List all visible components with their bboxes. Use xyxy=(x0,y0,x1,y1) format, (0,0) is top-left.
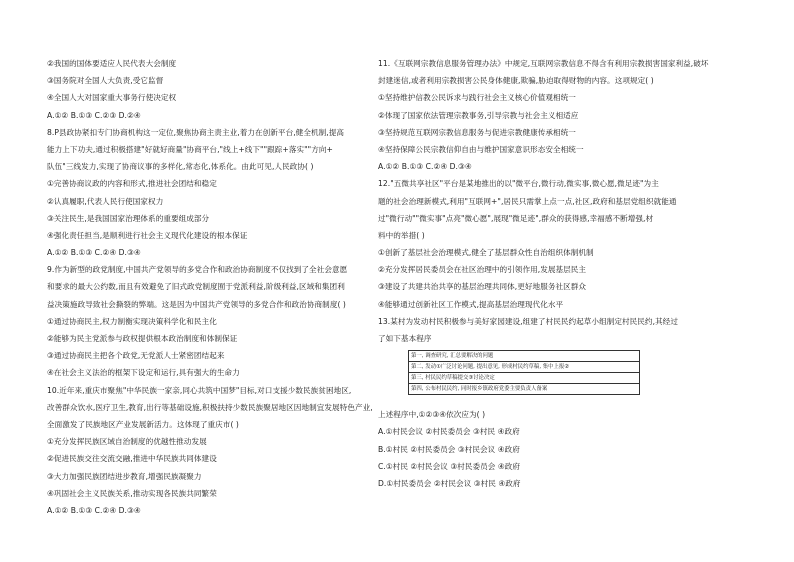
text-line: ②我国的国体要适应人民代表大会制度 xyxy=(47,59,177,68)
text-line: 料中的举措( ) xyxy=(378,230,425,240)
text-line: 9.作为新型的政党制度,中国共产党领导的多党合作和政治协商制度不仅找到了全社会意愿 xyxy=(47,265,348,275)
text-line: ①完善协商议政的内容和形式,推进社会团结和稳定 xyxy=(47,179,217,189)
text-line: A.①村民会议 ②村民委员会 ③村民 ④政府 xyxy=(378,427,520,437)
text-line: A.①② B.①③ C.②④ D.③④ xyxy=(47,505,141,515)
text-line: ④坚持保障公民宗教信仰自由与维护国家意识形态安全相统一 xyxy=(378,144,584,154)
table-row: 第二, 发动①广泛讨论问题, 提出意见, 形成村民约草稿, 集中上报② xyxy=(409,362,639,373)
text-line: ④在社会主义法治的框架下设定和运行,具有强大的生命力 xyxy=(47,368,240,378)
text-line: ②充分发挥居民委员会在社区治理中的引领作用,发展基层民主 xyxy=(378,265,587,275)
text-line: ①通过协商民主,权力制衡实现决策科学化和民主化 xyxy=(47,316,217,326)
text-line: ③通过协商民主把各个政党,无党派人士紧密团结起来 xyxy=(47,351,225,361)
text-line: ①充分发挥民族区域自治制度的优越性推动发展 xyxy=(47,437,207,447)
text-line: A.①② B.①③ C.②④ D.③④ xyxy=(378,162,472,172)
text-line: 11.《互联网宗教信息服务管理办法》中规定,互联网宗教信息不得含有利用宗教损害国家利益,破坏 xyxy=(378,59,709,68)
text-line: ③大力加强民族团结进步教育,增强民族凝聚力 xyxy=(47,471,202,481)
text-line: 和要求的最大公约数,而且有效避免了旧式政党制度囿于党派利益,阶级利益,区域和集团利 xyxy=(47,282,345,292)
left-column xyxy=(47,58,377,522)
table-row: 第四, 公布村民民约, 同时报乡镇政府党委主要负责人备案 xyxy=(411,386,548,393)
text-line: ③建设了共建共治共享的基层治理共同体,更好地服务社区群众 xyxy=(378,282,587,292)
table-row: 第一, 调查研究, 汇总要解决的问题 xyxy=(409,351,639,362)
text-line: C.①村民 ②村民会议 ③村民委员会 ④政府 xyxy=(378,461,521,471)
text-line: ②促进民族交往交流交融,推进中华民族共同体建设 xyxy=(47,454,217,464)
text-line: ④能够通过创新社区工作模式,提高基层治理现代化水平 xyxy=(378,299,564,309)
text-line: ③关注民生,是我国国家治理体系的重要组成部分 xyxy=(47,213,210,223)
text-line: ④全国人大对国家重大事务行使决定权 xyxy=(47,93,177,103)
procedure-table xyxy=(408,350,640,395)
text-line: ④强化责任担当,是顺利进行社会主义现代化建设的根本保证 xyxy=(47,230,248,240)
text-line: D.①村民委员会 ②村民会议 ③村民 ④政府 xyxy=(378,478,521,488)
text-line: ②能够为民主党派参与政权提供根本政治制度和体制保证 xyxy=(47,334,238,343)
text-line: ③坚持规范互联网宗教信息服务与促进宗教健康传承相统一 xyxy=(378,127,576,137)
text-line: 13.某村为发动村民积极参与美好家园建设,组建了村民民约起草小组制定村民民约,其经过 xyxy=(378,316,678,326)
text-line: A.①② B.①③ C.②③ D.②④ xyxy=(47,110,141,120)
text-line: ①坚持维护信教公民诉求与践行社会主义核心价值观相统一 xyxy=(378,93,576,103)
text-line: 全面激发了民族地区产业发展新活力。这体现了重庆市( ) xyxy=(47,419,239,429)
text-line: ④巩固社会主义民族关系,推动实现各民族共同繁荣 xyxy=(47,488,217,498)
text-line: 益决策施政导致社会撕裂的弊端。这是因为中国共产党领导的多党合作和政治协商制度( ) xyxy=(47,299,346,309)
text-line: ①创新了基层社会治理模式,健全了基层群众性自治组织体制机制 xyxy=(378,248,594,258)
text-line: 题的社会治理新模式,利用"互联网+",居民只需掌上点一点,社区,政府和基层党组织就能通 xyxy=(378,196,677,206)
text-line: 改善群众饮水,医疗卫生,教育,出行等基础设施,积极扶持少数民族聚居地区因地制宜发展特色产业, xyxy=(47,402,373,412)
text-line: A.①② B.①③ C.②④ D.③④ xyxy=(47,248,141,258)
text-line: 过"微行动""微实事"点亮"微心愿",展现"微足迹",群众的获得感,幸福感不断增强,材 xyxy=(378,213,654,223)
text-line: 上述程序中,①②③④依次应为( ) xyxy=(378,410,486,420)
text-line: B.①村民 ②村民委员会 ③村民会议 ④政府 xyxy=(378,444,520,454)
text-line: 8.P县政协紧扣专门协商机构这一定位,聚焦协商主责主业,着力在创新平台,健全机制,提高 xyxy=(47,127,344,137)
text-line: 10.近年来,重庆市聚焦"中华民族一家亲,同心共筑中国梦"目标,对口支援少数民族贫困地区, xyxy=(47,385,352,395)
text-line: ②认真履职,代表人民行使国家权力 xyxy=(47,196,164,206)
text-line: 能力上下功夫,通过积极搭建"好就好商量"协商平台,"线上+线下""跟踪+落实""方向+ xyxy=(47,144,333,154)
text-line: 队伍"三线发力,实现了协商议事的多样化,常态化,体系化。由此可见,人民政协( ) xyxy=(47,162,314,172)
text-line: 12."五微共享社区"平台是某地推出的以"微平台,微行动,微实事,微心愿,微足迹"为主 xyxy=(378,179,659,189)
table-row: 第三, 村民民约草稿提交③讨论决定 xyxy=(409,373,639,384)
text-line: 了如下基本程序 xyxy=(378,334,432,343)
text-line: ③国务院对全国人大负责,受它监督 xyxy=(47,76,164,86)
right-column xyxy=(378,58,758,495)
text-line: 封建迷信,或者利用宗教损害公民身体健康,欺骗,胁迫取得财物的内容。这项规定( ) xyxy=(378,76,654,86)
text-line: ②体现了国家依法管理宗教事务,引导宗教与社会主义相适应 xyxy=(378,110,579,120)
